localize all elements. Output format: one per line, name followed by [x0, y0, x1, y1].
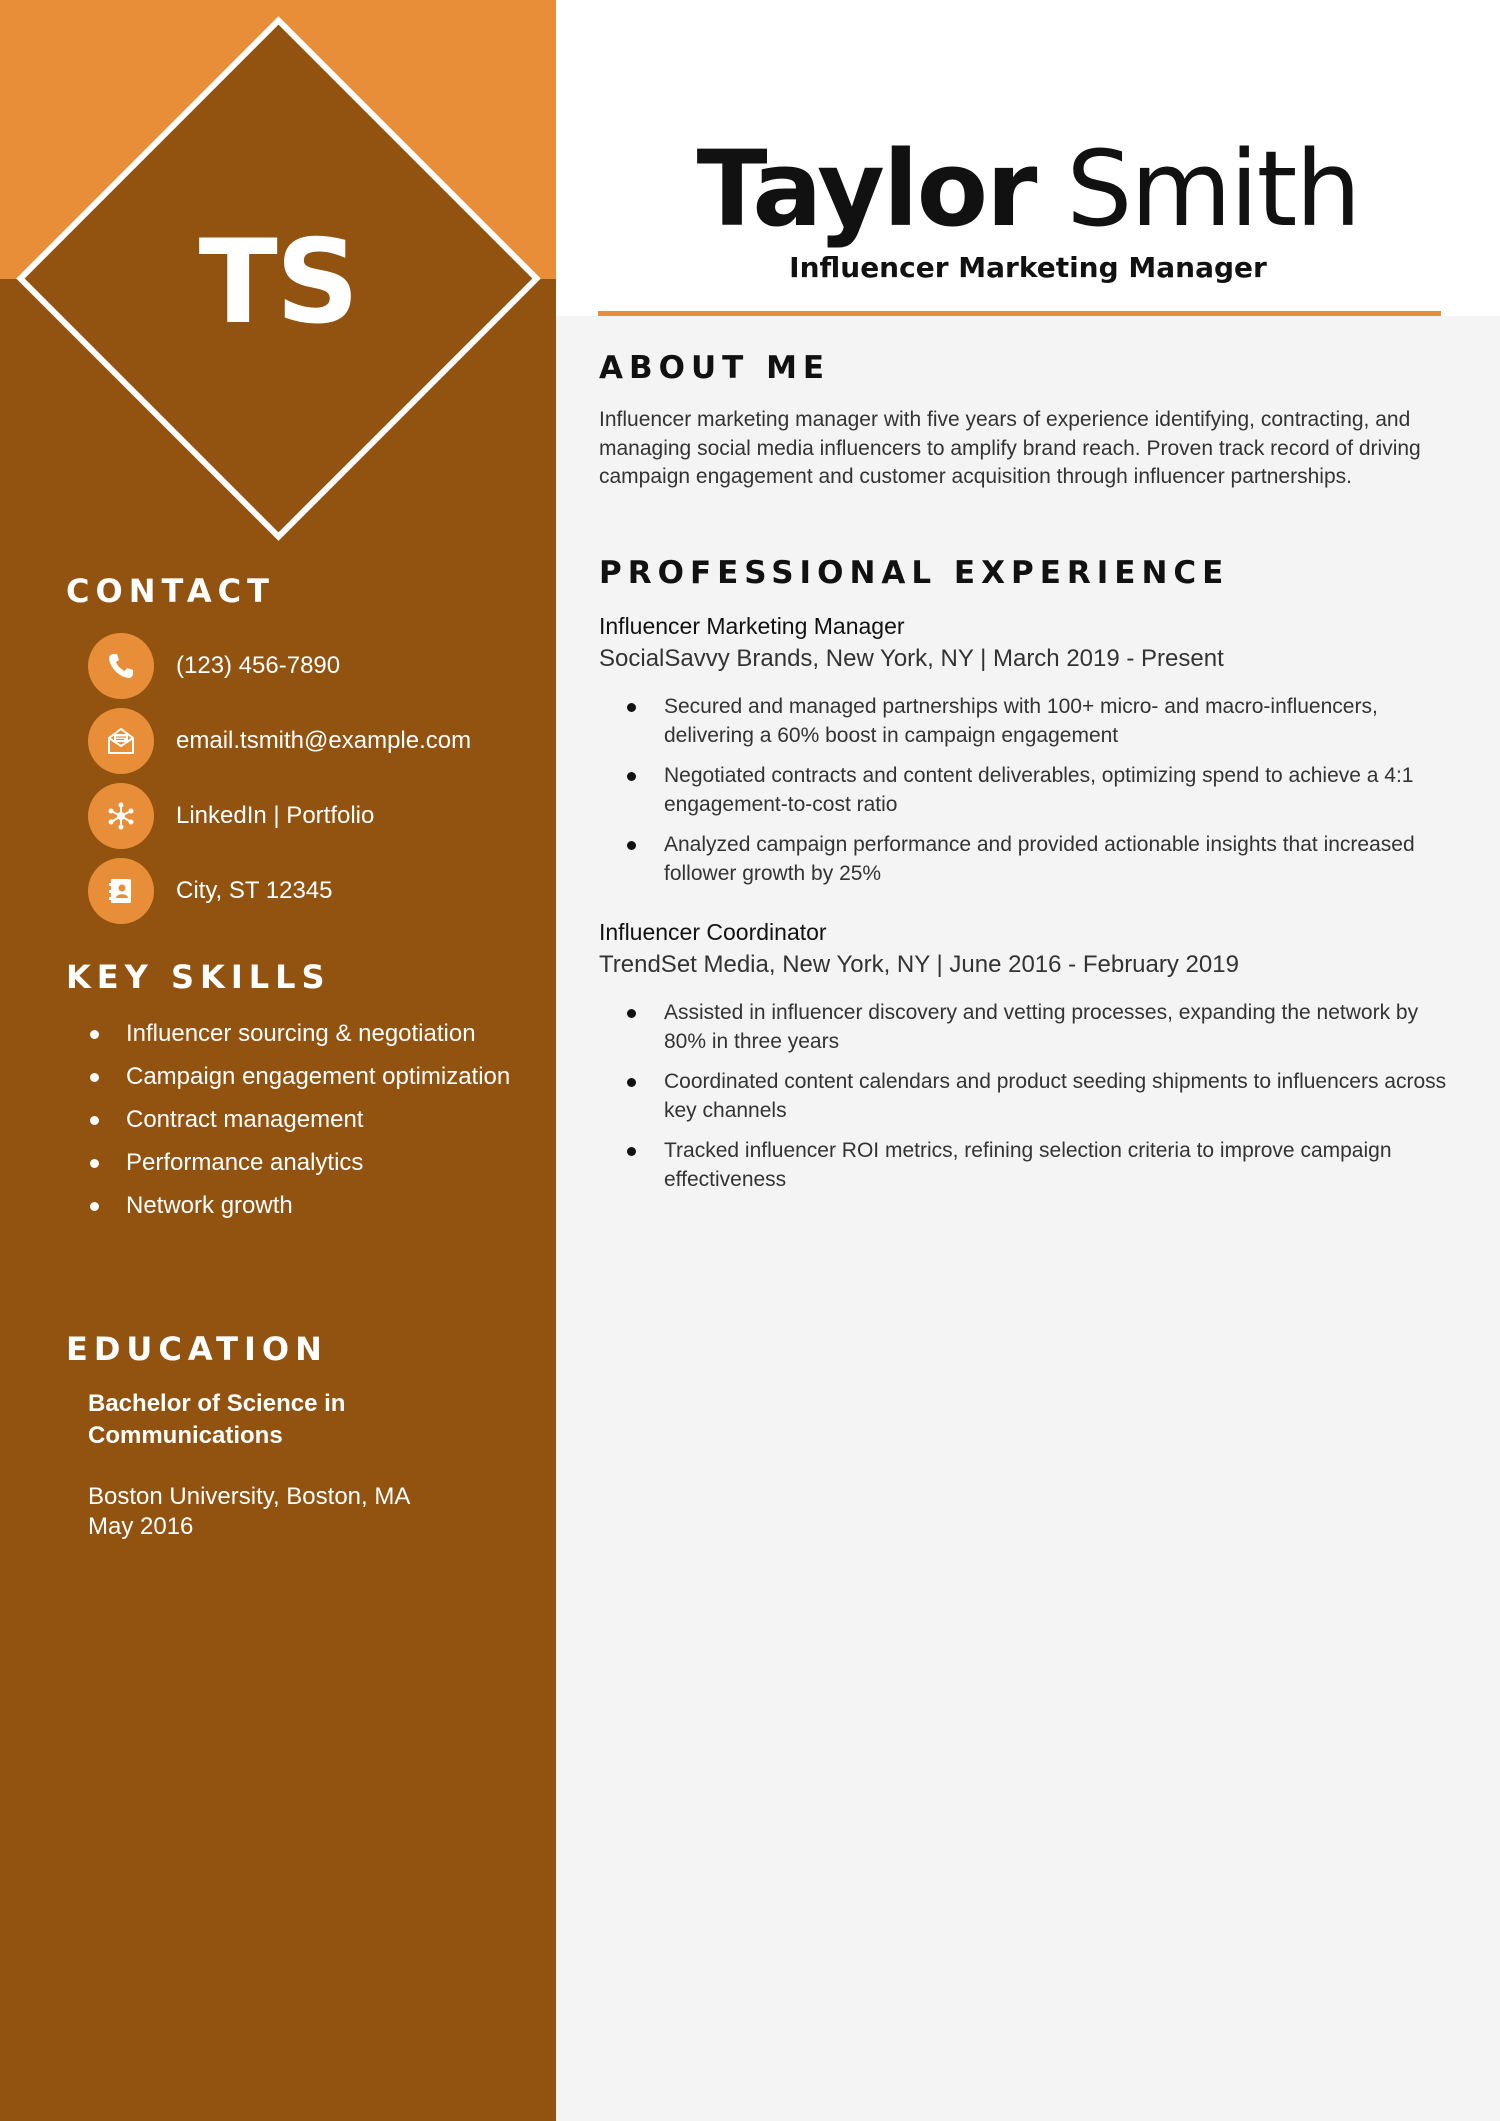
education-heading: EDUCATION — [66, 1330, 328, 1368]
education-school: Boston University, Boston, MA — [88, 1483, 411, 1510]
contact-email-text[interactable]: email.tsmith@example.com — [176, 727, 472, 754]
about-heading: ABOUT ME — [599, 350, 831, 386]
job-bullets — [599, 999, 1459, 1194]
job-bullet: Tracked influencer ROI metrics, refining selection criteria to improve campaign effectiveness — [599, 1137, 1459, 1194]
about-text: Influencer marketing manager with five years of experience identifying, contracting, and managing social media influencers to amplify brand reach. Proven track record of driving campaign engagement and customer acquisition through influencer partnerships. — [599, 408, 1421, 488]
experience-entry — [599, 611, 1459, 900]
job-title: Influencer Marketing Manager — [789, 251, 1267, 284]
skills-heading: KEY SKILLS — [66, 958, 331, 996]
contact-address — [88, 858, 528, 924]
skill-item: Network growth — [88, 1190, 528, 1222]
experience-heading: PROFESSIONAL EXPERIENCE — [599, 555, 1230, 591]
experience-entry — [599, 917, 1459, 1206]
contact-links[interactable] — [88, 783, 528, 849]
education-date: May 2016 — [88, 1513, 194, 1540]
network-icon — [88, 783, 154, 849]
monogram-initials: TS — [198, 215, 358, 350]
job-bullet: Assisted in influencer discovery and vetting processes, expanding the network by 80% in three years — [599, 999, 1459, 1056]
phone-icon — [88, 633, 154, 699]
skill-item: Campaign engagement optimization — [88, 1061, 528, 1093]
job-bullet: Secured and managed partnerships with 100+ micro- and macro-influencers, delivering a 60% boost in campaign engagement — [599, 693, 1459, 750]
skill-item: Contract management — [88, 1104, 528, 1136]
monogram — [0, 0, 556, 560]
job-bullet: Coordinated content calendars and product seeding shipments to influencers across key channels — [599, 1068, 1459, 1125]
skill-item: Performance analytics — [88, 1147, 528, 1179]
contact-links-text[interactable]: LinkedIn | Portfolio — [176, 802, 375, 829]
skill-item: Influencer sourcing & negotiation — [88, 1018, 528, 1050]
job-company-dates: SocialSavvy Brands, New York, NY | March 2019 - Present — [599, 645, 1224, 672]
contact-address-text: City, ST 12345 — [176, 877, 333, 904]
mail-icon — [88, 708, 154, 774]
job-bullet: Negotiated contracts and content deliverables, optimizing spend to achieve a 4:1 engagement-to-cost ratio — [599, 762, 1459, 819]
contact-phone-text: (123) 456-7890 — [176, 652, 341, 679]
contact-phone — [88, 633, 528, 699]
first-name: Taylor — [696, 128, 1036, 250]
header-divider — [598, 311, 1441, 316]
contact-email[interactable] — [88, 708, 528, 774]
job-role: Influencer Coordinator — [599, 919, 827, 945]
contact-heading: CONTACT — [66, 572, 275, 610]
education-degree: Bachelor of Science in Communications — [88, 1390, 346, 1449]
job-bullets — [599, 693, 1459, 888]
candidate-name — [556, 124, 1500, 254]
job-role: Influencer Marketing Manager — [599, 613, 905, 639]
last-name: Smith — [1066, 128, 1360, 250]
address-book-icon — [88, 858, 154, 924]
job-company-dates: TrendSet Media, New York, NY | June 2016 - February 2019 — [599, 951, 1239, 978]
skills-list — [88, 1018, 528, 1233]
job-bullet: Analyzed campaign performance and provided actionable insights that increased follower growth by 25% — [599, 831, 1459, 888]
